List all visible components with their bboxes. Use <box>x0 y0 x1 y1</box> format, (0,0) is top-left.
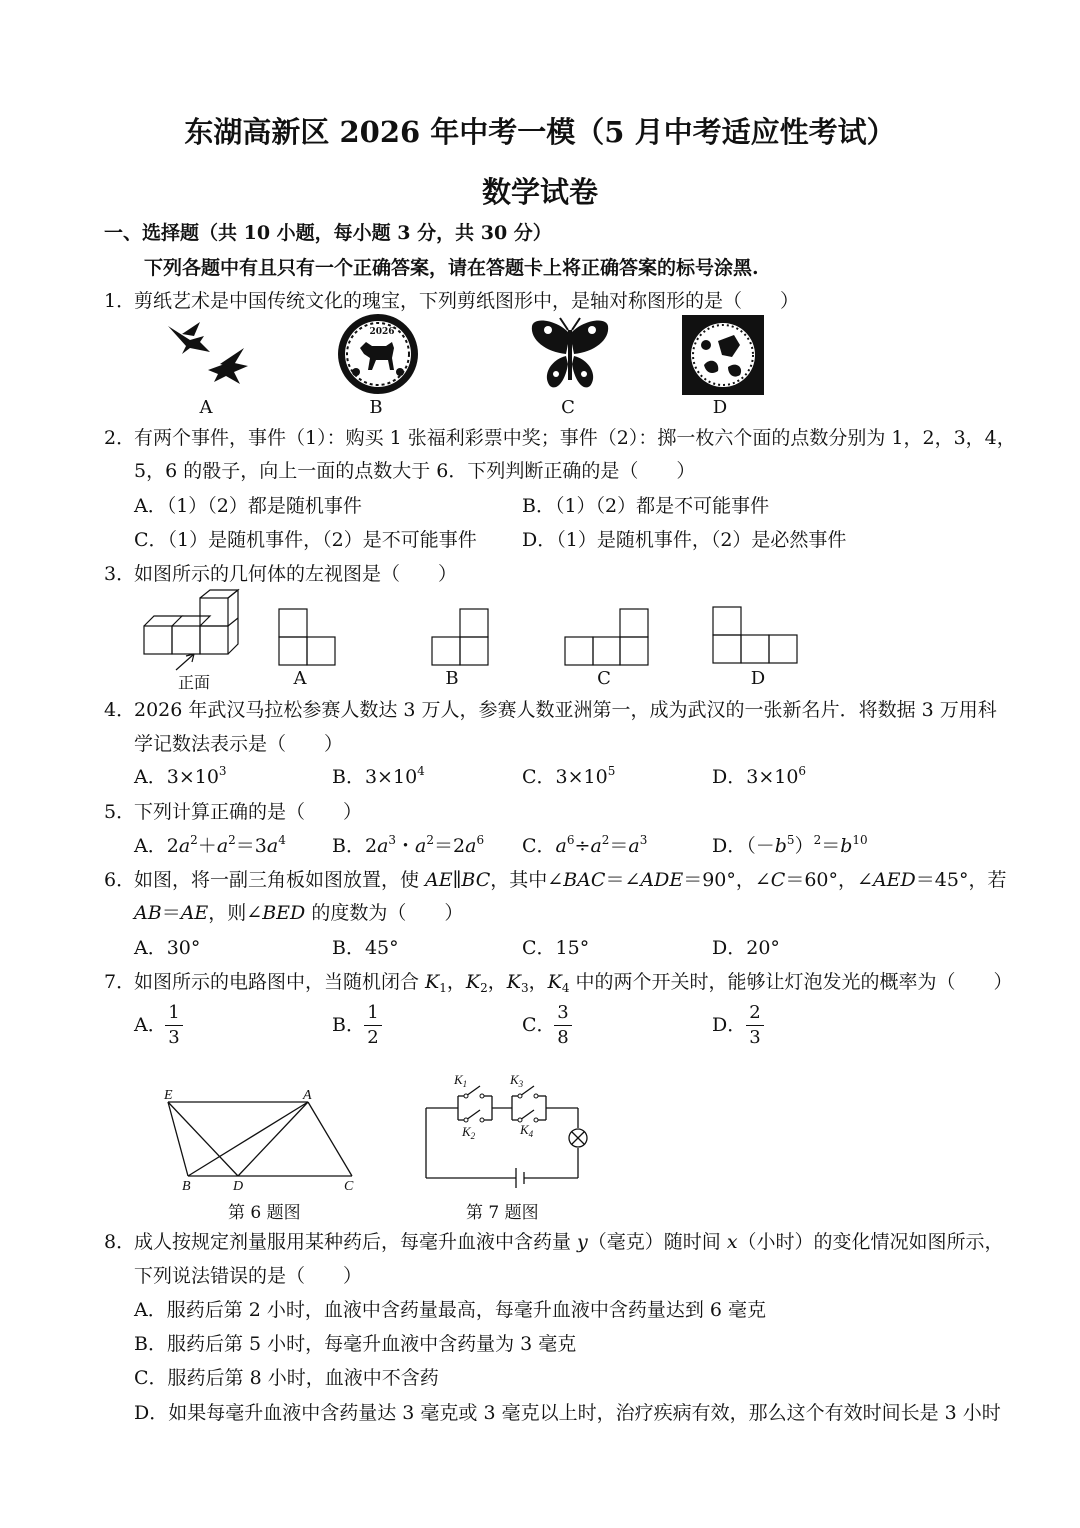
point-d-label: D <box>233 1179 244 1194</box>
question-text: 有两个事件，事件（1）：购买 1 张福利彩票中奖；事件（2）：掷一枚六个面的点数分别为 1，2，3，4， <box>134 427 1016 449</box>
q7-option-b-fraction: $\frac{1}{2}$ <box>364 1004 382 1047</box>
question-2-continued: 5，6 的骰子，向上一面的点数大于 6．下列判断正确的是（ ） <box>134 460 696 482</box>
question-1 <box>104 292 799 311</box>
question-8: 8．成人按规定剂量服用某种药后，每毫升血液中含药量 y（毫克）随时间 x（小时）的变化情况如图所示， <box>104 1231 1004 1253</box>
question-number: 2． <box>104 427 136 449</box>
q3-option-a-label: A <box>293 668 307 689</box>
q2-option-c: C．（1）是随机事件，（2）是不可能事件 <box>134 529 477 551</box>
q1-option-b-label: B <box>369 397 383 418</box>
q2-option-b: B．（1）（2）都是不可能事件 <box>522 495 770 517</box>
q3-option-b-label: B <box>445 668 459 689</box>
option-a-view <box>278 608 336 666</box>
k2-label: $K_2$ <box>462 1124 476 1141</box>
butterfly-papercut-image <box>528 316 612 394</box>
option-d-view <box>712 606 800 664</box>
question-text: 2026 年武汉马拉松参赛人数达 3 万人，参赛人数亚洲第一，成为武汉的一张新名片．将数据 3 万用科 <box>134 699 997 721</box>
q6-option-a: A．30° <box>134 937 201 959</box>
q7-option-a-fraction: $\frac{1}{3}$ <box>165 1004 183 1047</box>
point-c-label: C <box>344 1179 354 1194</box>
k1-label: $K_1$ <box>454 1072 468 1089</box>
q6-option-b: B．45° <box>332 937 399 959</box>
question-6-continued: AB＝AE，则∠BED 的度数为（ ） <box>134 902 464 924</box>
question-number: 4． <box>104 699 136 721</box>
figure-7-caption: 第 7 题图 <box>466 1203 539 1223</box>
question-6: 6．如图，将一副三角板如图放置，使 AE∥BC，其中∠BAC＝∠ADE＝90°，∠C＝60°，∠AED＝45°，若 <box>104 869 1007 891</box>
question-text: 剪纸艺术是中国传统文化的瑰宝，下列剪纸图形中，是轴对称图形的是（ ） <box>134 290 800 312</box>
medallion-year-text: 2026 <box>369 327 395 337</box>
question-number: 1． <box>104 290 136 312</box>
question-text: 下列计算正确的是（ ） <box>134 801 363 823</box>
question-5 <box>104 803 362 822</box>
q7-option-c-fraction: $\frac{3}{8}$ <box>554 1004 572 1047</box>
q1-option-a-label: A <box>199 397 213 418</box>
question-3 <box>104 565 457 584</box>
bird-flower-papercut-image <box>682 315 764 395</box>
option-b-view <box>430 608 490 666</box>
question-text: 如图所示的几何体的左视图是（ ） <box>134 563 458 585</box>
k4-label: $K_4$ <box>520 1122 534 1139</box>
q5-option-b: B．$2a^3$・$a^2=2a^6$ <box>332 833 485 857</box>
q1-option-d-label: D <box>712 397 728 418</box>
question-number: 7． <box>104 971 136 993</box>
q8-option-a: A．服药后第 2 小时，血液中含药量最高，每毫升血液中含药量达到 6 毫克 <box>134 1299 767 1321</box>
q5-option-a: A．$2a^2+a^2=3a^4$ <box>134 833 286 857</box>
q2-option-d: D．（1）是随机事件，（2）是必然事件 <box>522 529 847 551</box>
swallows-papercut-image <box>160 318 255 393</box>
q7-option-d-label: D． <box>712 1014 747 1036</box>
question-4-continued: 学记数法表示是（ ） <box>134 733 344 755</box>
q6-option-c: C．15° <box>522 937 590 959</box>
q8-option-b: B．服药后第 5 小时，每毫升血液中含药量为 3 毫克 <box>134 1333 577 1355</box>
section-heading: 一、选择题（共 10 小题，每小题 3 分，共 30 分） <box>104 222 552 244</box>
q8-option-d: D．如果每毫升血液中含药量达 3 毫克或 3 毫克以上时，治疗疾病有效，那么这个有效时间长是 3 小时 <box>134 1402 1001 1424</box>
q7-option-c-label: C． <box>522 1014 556 1036</box>
question-number: 8． <box>104 1231 136 1253</box>
exam-subtitle: 数学试卷 <box>481 175 598 209</box>
q5-option-d: D．$(-b^5)^2=b^{10}$ <box>712 833 868 857</box>
section-instruction: 下列各题中有且只有一个正确答案，请在答题卡上将正确答案的标号涂黑. <box>144 257 759 279</box>
circuit-figure-q7 <box>420 1074 600 1194</box>
question-2 <box>104 429 1016 448</box>
q4-option-a: A．$3\times 10^3$ <box>134 764 227 788</box>
question-number: 3． <box>104 563 136 585</box>
q6-option-d: D．20° <box>712 937 780 959</box>
q1-option-c-label: C <box>561 397 575 418</box>
figure-6-caption: 第 6 题图 <box>228 1203 301 1223</box>
question-number: 6． <box>104 869 136 891</box>
horse-medallion-papercut-image <box>336 312 420 396</box>
q7-option-d-fraction: $\frac{2}{3}$ <box>746 1004 764 1047</box>
question-8-continued: 下列说法错误的是（ ） <box>134 1265 363 1287</box>
q5-option-c: C．$a^6\div a^2=a^3$ <box>522 833 648 857</box>
q3-option-d-label: D <box>750 668 766 689</box>
front-face-label: 正面 <box>178 673 211 692</box>
option-c-view <box>564 608 650 666</box>
question-7: 7．如图所示的电路图中，当随机闭合 $K_1$，$K_2$，$K_3$，$K_4$ 中的两个开关时，能够让灯泡发光的概率为（ ） <box>104 971 1013 995</box>
point-a-label: A <box>303 1088 312 1103</box>
question-number: 5． <box>104 801 136 823</box>
q3-option-c-label: C <box>597 668 611 689</box>
q2-option-a: A．（1）（2）都是随机事件 <box>134 495 362 517</box>
exam-title: 东湖高新区 2026 年中考一模（5 月中考适应性考试） <box>184 115 896 149</box>
q4-option-d: D．$3\times 10^6$ <box>712 764 807 788</box>
q4-option-c: C．$3\times 10^5$ <box>522 764 616 788</box>
q7-option-a-label: A． <box>134 1014 167 1036</box>
point-b-label: B <box>182 1179 191 1194</box>
q7-option-b-label: B． <box>332 1014 365 1036</box>
q8-option-c: C．服药后第 8 小时，血液中不含药 <box>134 1367 439 1389</box>
triangle-figure-q6 <box>160 1086 360 1196</box>
point-e-label: E <box>164 1088 173 1103</box>
k3-label: $K_3$ <box>510 1072 524 1089</box>
question-4 <box>104 701 997 720</box>
q4-option-b: B．$3\times 10^4$ <box>332 764 425 788</box>
